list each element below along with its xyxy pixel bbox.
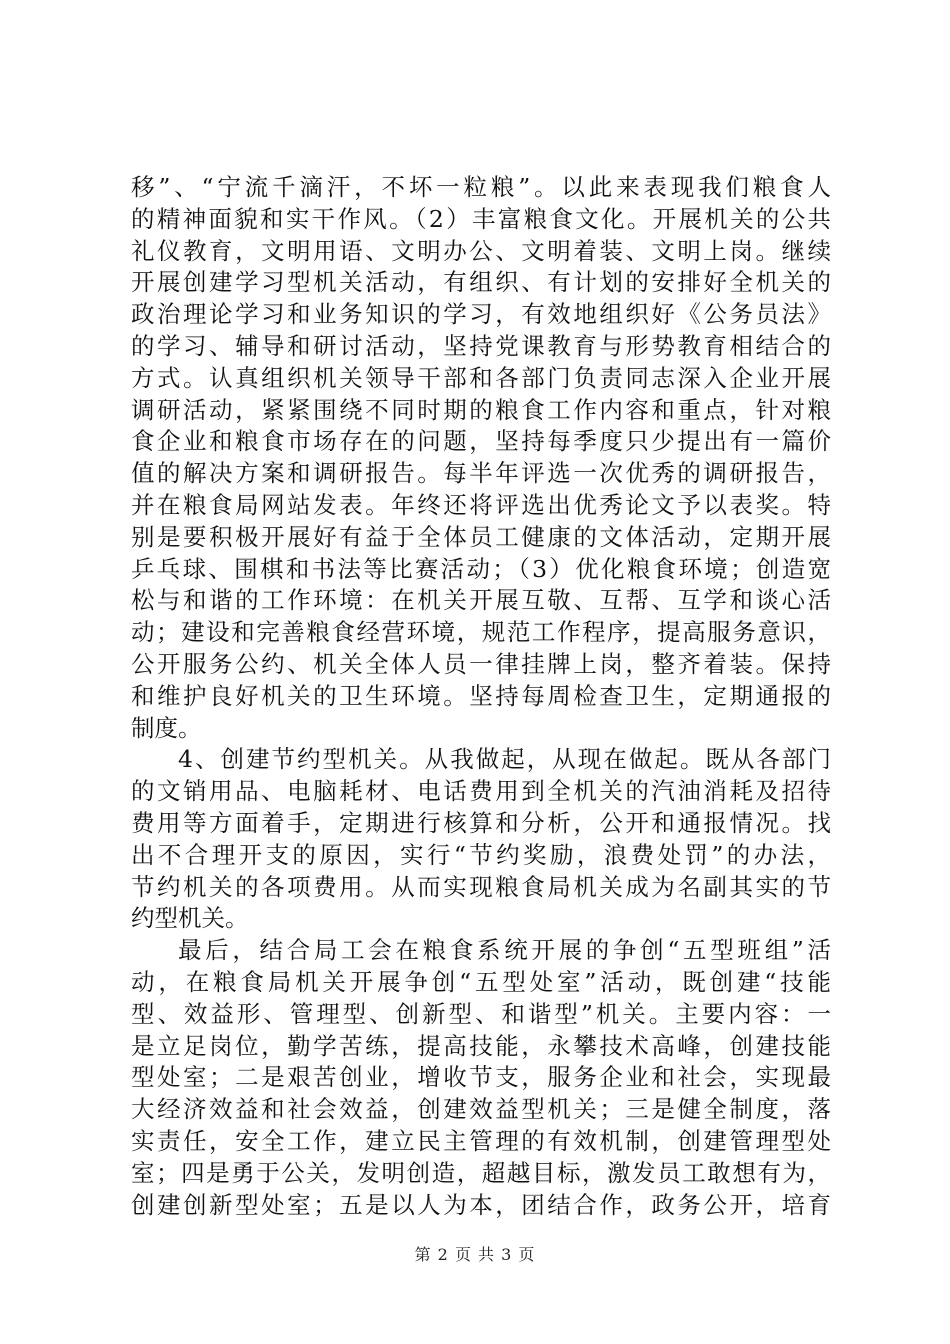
page-number-footer: 第 2 页 共 3 页 [414, 1245, 536, 1264]
text-line: 和维护良好机关的卫生环境。坚持每周检查卫生，定期通报的 [131, 681, 831, 710]
text-line: 出不合理开支的原因，实行“节约奖励，浪费处罚”的办法， [131, 840, 831, 869]
text-line: 制度。 [131, 713, 202, 742]
text-line: 开展创建学习型机关活动，有组织、有计划的安排好全机关的 [131, 268, 831, 297]
text-line: 室；四是勇于公关，发明创造，超越目标，激发员工敢想有为， [131, 1158, 831, 1187]
text-line: 别是要积极开展好有益于全体员工健康的文体活动，定期开展 [131, 522, 831, 551]
text-line: 约型机关。 [131, 904, 249, 933]
text-line: 的学习、辅导和研讨活动，坚持党课教育与形势教育相结合的 [131, 331, 831, 360]
document-body [131, 172, 831, 1221]
text-line: 型、效益形、管理型、创新型、和谐型”机关。主要内容：一 [131, 999, 831, 1028]
text-line: 大经济效益和社会效益，创建效益型机关；三是健全制度，落 [131, 1095, 831, 1124]
paragraph-start-line: 4、创建节约型机关。从我做起，从现在做起。既从各部门 [178, 745, 831, 774]
text-line: 调研活动，紧紧围绕不同时期的粮食工作内容和重点，针对粮 [131, 395, 831, 424]
text-line: 创建创新型处室；五是以人为本，团结合作，政务公开，培育 [131, 1190, 831, 1219]
text-line: 移”、“宁流千滴汗，不坏一粒粮”。以此来表现我们粮食人 [131, 173, 831, 201]
text-line: 乒乓球、围棋和书法等比赛活动；（3）优化粮食环境；创造宽 [131, 554, 831, 583]
text-line: 并在粮食局网站发表。年终还将评选出优秀论文予以表奖。特 [131, 490, 831, 519]
text-line: 方式。认真组织机关领导干部和各部门负责同志深入企业开展 [131, 363, 831, 392]
text-line: 动；建设和完善粮食经营环境，规范工作程序，提高服务意识， [131, 618, 831, 647]
paragraph-start-line: 最后，结合局工会在粮食系统开展的争创“五型班组”活 [178, 936, 831, 965]
text-line: 公开服务公约、机关全体人员一律挂牌上岗，整齐着装。保持 [131, 649, 831, 678]
text-line: 费用等方面着手，定期进行核算和分析，公开和通报情况。找 [131, 808, 831, 837]
text-line: 实责任，安全工作，建立民主管理的有效机制，创建管理型处 [131, 1126, 831, 1155]
text-line: 动，在粮食局机关开展争创“五型处室”活动，既创建“技能 [131, 967, 831, 996]
text-line: 型处室；二是艰苦创业，增收节支，服务企业和社会，实现最 [131, 1063, 831, 1092]
text-line: 节约机关的各项费用。从而实现粮食局机关成为名副其实的节 [131, 872, 831, 901]
text-line: 政治理论学习和业务知识的学习，有效地组织好《公务员法》 [131, 300, 831, 329]
text-line: 是立足岗位，勤学苦练，提高技能，永攀技术高峰，创建技能 [131, 1031, 831, 1060]
text-line: 礼仪教育，文明用语、文明办公、文明着装、文明上岗。继续 [131, 236, 831, 265]
text-line: 的文销用品、电脑耗材、电话费用到全机关的汽油消耗及招待 [131, 777, 831, 806]
text-line: 值的解决方案和调研报告。每半年评选一次优秀的调研报告， [131, 459, 831, 488]
text-line: 松与和谐的工作环境：在机关开展互敬、互帮、互学和谈心活 [131, 586, 831, 615]
text-line: 食企业和粮食市场存在的问题，坚持每季度只少提出有一篇价 [131, 427, 831, 456]
text-line: 的精神面貌和实干作风。（2）丰富粮食文化。开展机关的公共 [131, 204, 831, 233]
